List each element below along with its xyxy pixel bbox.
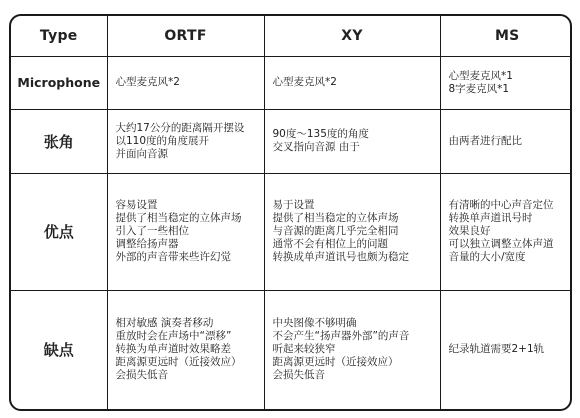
cell-line: 距离源更远时（近接效应） [272, 356, 399, 369]
row-label-microphone: Microphone [11, 56, 107, 109]
cell-line: 调整给扬声器 [115, 238, 179, 250]
cell-microphone-ms [440, 56, 572, 109]
mic-technique-comparison-table [11, 16, 572, 409]
cell-line: 并面向音源 [115, 147, 168, 160]
cell-line: 心型麦克风*2 [272, 76, 337, 88]
cell-line: 转换为单声道时效果略差 [115, 343, 231, 356]
cell-disadvantages-ms [440, 290, 572, 409]
cell-line: 距离源更远时（近接效应） [115, 356, 242, 369]
row-disadvantages [11, 290, 572, 409]
row-advantages [11, 173, 572, 290]
cell-line: 有清晰的中心声音定位 [448, 199, 554, 211]
cell-disadvantages-ortf [107, 290, 264, 409]
row-microphone [11, 56, 572, 109]
header-type: Type [11, 16, 107, 56]
cell-line: 心型麦克风*1 [448, 69, 513, 82]
comparison-table-frame [9, 14, 572, 411]
cell-line: 转换成单声道讯号也颇为稳定 [272, 251, 409, 263]
cell-line: 可以独立调整立体声道 [448, 238, 554, 250]
cell-line: 会损失低音 [272, 369, 325, 382]
cell-line: 提供了相当稳定的立体声场 [272, 212, 399, 224]
row-label-angle: 张角 [11, 109, 107, 173]
cell-advantages-ms [440, 173, 572, 290]
cell-line: 重放时会在声场中“漂移” [115, 330, 232, 343]
cell-advantages-xy [264, 173, 440, 290]
cell-angle-ms [440, 109, 572, 173]
cell-disadvantages-xy [264, 290, 440, 409]
header-ortf: ORTF [107, 16, 264, 56]
cell-microphone-ortf [107, 56, 264, 109]
cell-microphone-xy [264, 56, 440, 109]
cell-line: 大约17公分的距离隔开摆设 [115, 121, 245, 134]
cell-advantages-ortf [107, 173, 264, 290]
row-label-disadvantages: 缺点 [11, 290, 107, 409]
cell-line: 听起来较狭窄 [272, 343, 336, 356]
cell-line: 与音源的距离几乎完全相同 [272, 225, 399, 237]
cell-line: 转换单声道讯号时 [448, 212, 533, 224]
header-ms: MS [440, 16, 572, 56]
cell-line: 通常不会有相位上的问题 [272, 238, 388, 250]
cell-line: 由两者进行配比 [448, 134, 522, 147]
cell-line: 容易设置 [115, 199, 158, 211]
cell-line: 会损失低音 [115, 369, 168, 382]
cell-line: 引入了一些相位 [115, 225, 189, 237]
row-angle [11, 109, 572, 173]
cell-line: 8字麦克风*1 [448, 82, 510, 95]
cell-line: 中央图像不够明确 [272, 317, 357, 330]
cell-line: 效果良好 [448, 225, 491, 237]
cell-line: 音量的大小/宽度 [448, 251, 526, 263]
cell-line: 相对敏感 演奏者移动 [115, 317, 214, 330]
cell-line: 易于设置 [272, 199, 315, 211]
cell-line: 心型麦克风*2 [115, 76, 180, 88]
cell-angle-xy [264, 109, 440, 173]
cell-line: 提供了相当稳定的立体声场 [115, 212, 242, 224]
cell-line: 纪录轨道需要2+1轨 [448, 343, 545, 356]
row-label-advantages: 优点 [11, 173, 107, 290]
cell-line: 交叉指向音源 由于 [272, 141, 360, 153]
cell-line: 90度～135度的角度 [272, 128, 369, 140]
cell-line: 不会产生“扬声器外部”的声音 [272, 330, 410, 343]
header-xy: XY [264, 16, 440, 56]
cell-angle-ortf [107, 109, 264, 173]
cell-line: 外部的声音带来些许幻觉 [115, 251, 231, 263]
cell-line: 以110度的角度展开 [115, 134, 210, 147]
header-row [11, 16, 572, 56]
